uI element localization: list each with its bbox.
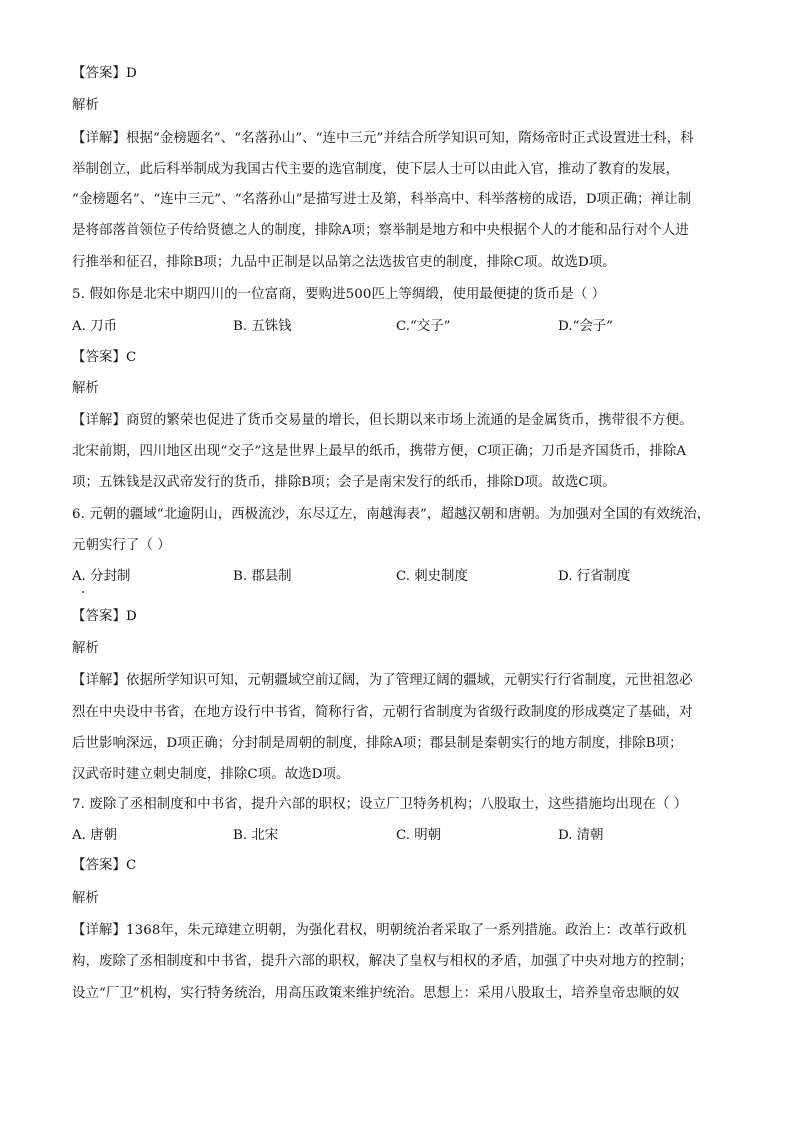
detail-line: 【详解】1368年，朱元璋建立明朝，为强化君权，明朝统治者采取了一系列措施。政治上：改革行政机 [72,923,687,938]
question-6-stem: 6. 元朝的疆域“北逾阴山，西极流沙，东尽辽左，南越海表”，超越汉朝和唐朝。为加强对全国的有效统治， [72,507,711,522]
analysis-label: 解析 [72,98,99,113]
option-d: D.“会子” [558,319,613,334]
question-5-options [72,317,732,337]
answer-label: 【答案】C [72,350,137,365]
detail-line: “金榜题名”、“连中三元”、“名落孙山”是描写进士及第，科举高中、科举落榜的成语，D项正确；禅让制 [72,192,692,207]
option-d: D. 清朝 [558,828,604,843]
detail-line: 汉武帝时建立刺史制度，排除C项。故选D项。 [72,767,350,782]
detail-line: 【详解】商贸的繁荣也促进了货币交易量的增长，但长期以来市场上流通的是金属货币，携带很不方便。 [72,413,693,428]
option-a: A. 分封制 [72,569,131,584]
detail-line: 设立“厂卫”机构，实行特务统治，用高压政策来维护统治。思想上：采用八股取士，培养皇帝忠顺的奴 [72,986,680,1001]
detail-line: 【详解】依据所学知识可知，元朝疆域空前辽阔，为了管理辽阔的疆域，元朝实行行省制度，元世祖忽必 [72,673,693,688]
option-d: D. 行省制度 [558,569,631,584]
stray-dot [82,591,84,593]
question-6-options [72,567,732,587]
option-c: C.“交子” [396,319,451,334]
answer-label: 【答案】D [72,66,137,81]
option-a: A. 刀币 [72,319,117,334]
option-c: C. 明朝 [396,828,442,843]
detail-line: 【详解】根据“金榜题名”、“名落孙山”、“连中三元”并结合所学知识可知，隋炀帝时正式设置进士科，科 [72,131,694,146]
option-a: A. 唐朝 [72,828,117,843]
answer-label: 【答案】D [72,609,137,624]
analysis-label: 解析 [72,641,99,656]
detail-line: 北宋前期，四川地区出现“交子”这是世界上最早的纸币，携带方便，C项正确；刀币是齐国货币，排除A [72,444,687,459]
detail-line: 构，废除了丞相制度和中书省，提升六部的职权，解决了皇权与相权的矛盾，加强了中央对地方的控制； [72,954,693,969]
option-b: B. 北宋 [233,828,279,843]
option-b: B. 郡县制 [233,569,292,584]
question-7-options [72,826,732,846]
detail-line: 行推举和征召，排除B项；九品中正制是以品第之法选拔官吏的制度，排除C项。故选D项。 [72,255,616,270]
detail-line: 项；五铢钱是汉武帝发行的货币，排除B项；会子是南宋发行的纸币，排除D项。故选C项。 [72,475,616,490]
analysis-label: 解析 [72,891,99,906]
detail-line: 烈在中央设中书省，在地方设行中书省，简称行省，元朝行省制度为省级行政制度的形成奠定了基础，对 [72,705,693,720]
option-b: B. 五铢钱 [233,319,292,334]
detail-line: 举制创立，此后科举制成为我国古代主要的选官制度，使下层人士可以由此入官，推动了教育的发展， [72,162,680,177]
analysis-label: 解析 [72,381,99,396]
answer-label: 【答案】C [72,858,137,873]
detail-line: 是将部落首领位子传给贤德之人的制度，排除A项；察举制是地方和中央根据个人的才能和品行对个人进 [72,223,689,238]
option-c: C. 刺史制度 [396,569,468,584]
question-6-stem: 元朝实行了（ ） [72,538,171,553]
question-5-stem: 5. 假如你是北宋中期四川的一位富商，要购进500匹上等绸缎，使用最便捷的货币是（ ） [72,287,606,302]
detail-line: 后世影响深远，D项正确；分封制是周朝的制度，排除A项；郡县制是秦朝实行的地方制度，排除B项； [72,736,683,751]
question-7-stem: 7. 废除了丞相制度和中书省，提升六部的职权；设立厂卫特务机构；八股取士，这些措施均出现在（ ） [72,797,688,812]
